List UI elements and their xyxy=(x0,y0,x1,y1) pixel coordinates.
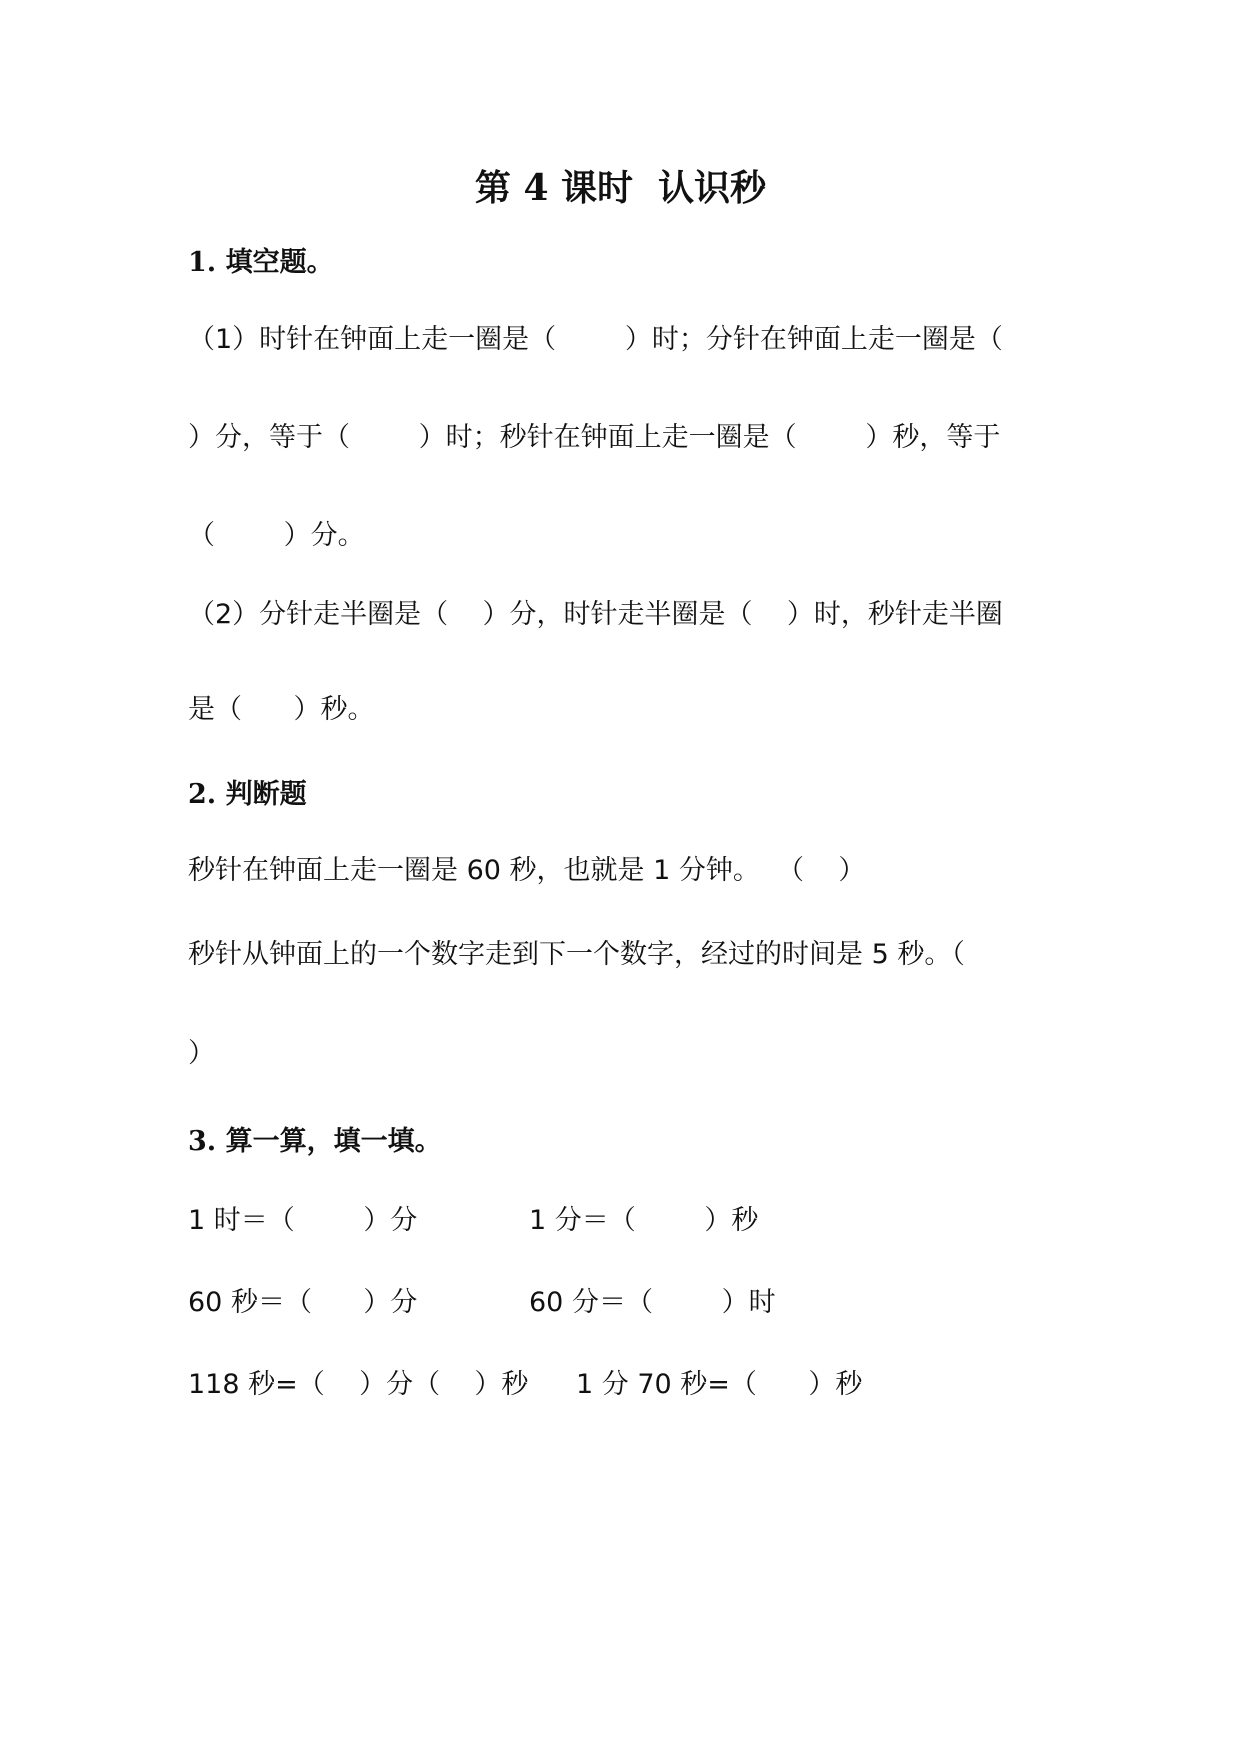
page-title: 第 4 课时 认识秒 xyxy=(474,167,767,209)
q2-line-2: 是（ ）秒。 xyxy=(188,694,375,725)
section-3-heading: 3. 算一算，填一填。 xyxy=(188,1126,442,1157)
calc-row-3-right: 1 分 70 秒=（ ）秒 xyxy=(576,1369,863,1400)
section-2-heading: 2. 判断题 xyxy=(188,779,307,810)
calc-row-2-right: 60 分＝（ ）时 xyxy=(529,1287,776,1318)
judge-item-2-line-1: 秒针从钟面上的一个数字走到下一个数字，经过的时间是 5 秒。（ xyxy=(188,939,965,970)
calc-row-1-right: 1 分＝（ ）秒 xyxy=(529,1205,759,1236)
q1-line-2: ）分，等于（ ）时；秒针在钟面上走一圈是（ ）秒，等于 xyxy=(188,422,1001,453)
judge-item-2-line-2: ） xyxy=(188,1038,215,1069)
calc-row-1-left: 1 时＝（ ）分 xyxy=(188,1205,418,1236)
section-1-heading: 1. 填空题。 xyxy=(188,247,334,278)
q1-line-1: （1）时针在钟面上走一圈是（ ）时；分针在钟面上走一圈是（ xyxy=(188,324,1003,355)
calc-row-2-left: 60 秒＝（ ）分 xyxy=(188,1287,418,1318)
q2-line-1: （2）分针走半圈是（ ）分，时针走半圈是（ ）时，秒针走半圈 xyxy=(188,599,1003,630)
q1-line-3: （ ）分。 xyxy=(188,520,365,551)
calc-row-3-left: 118 秒=（ ）分（ ）秒 xyxy=(188,1369,529,1400)
judge-item-1: 秒针在钟面上走一圈是 60 秒，也就是 1 分钟。 （ ） xyxy=(188,855,866,886)
